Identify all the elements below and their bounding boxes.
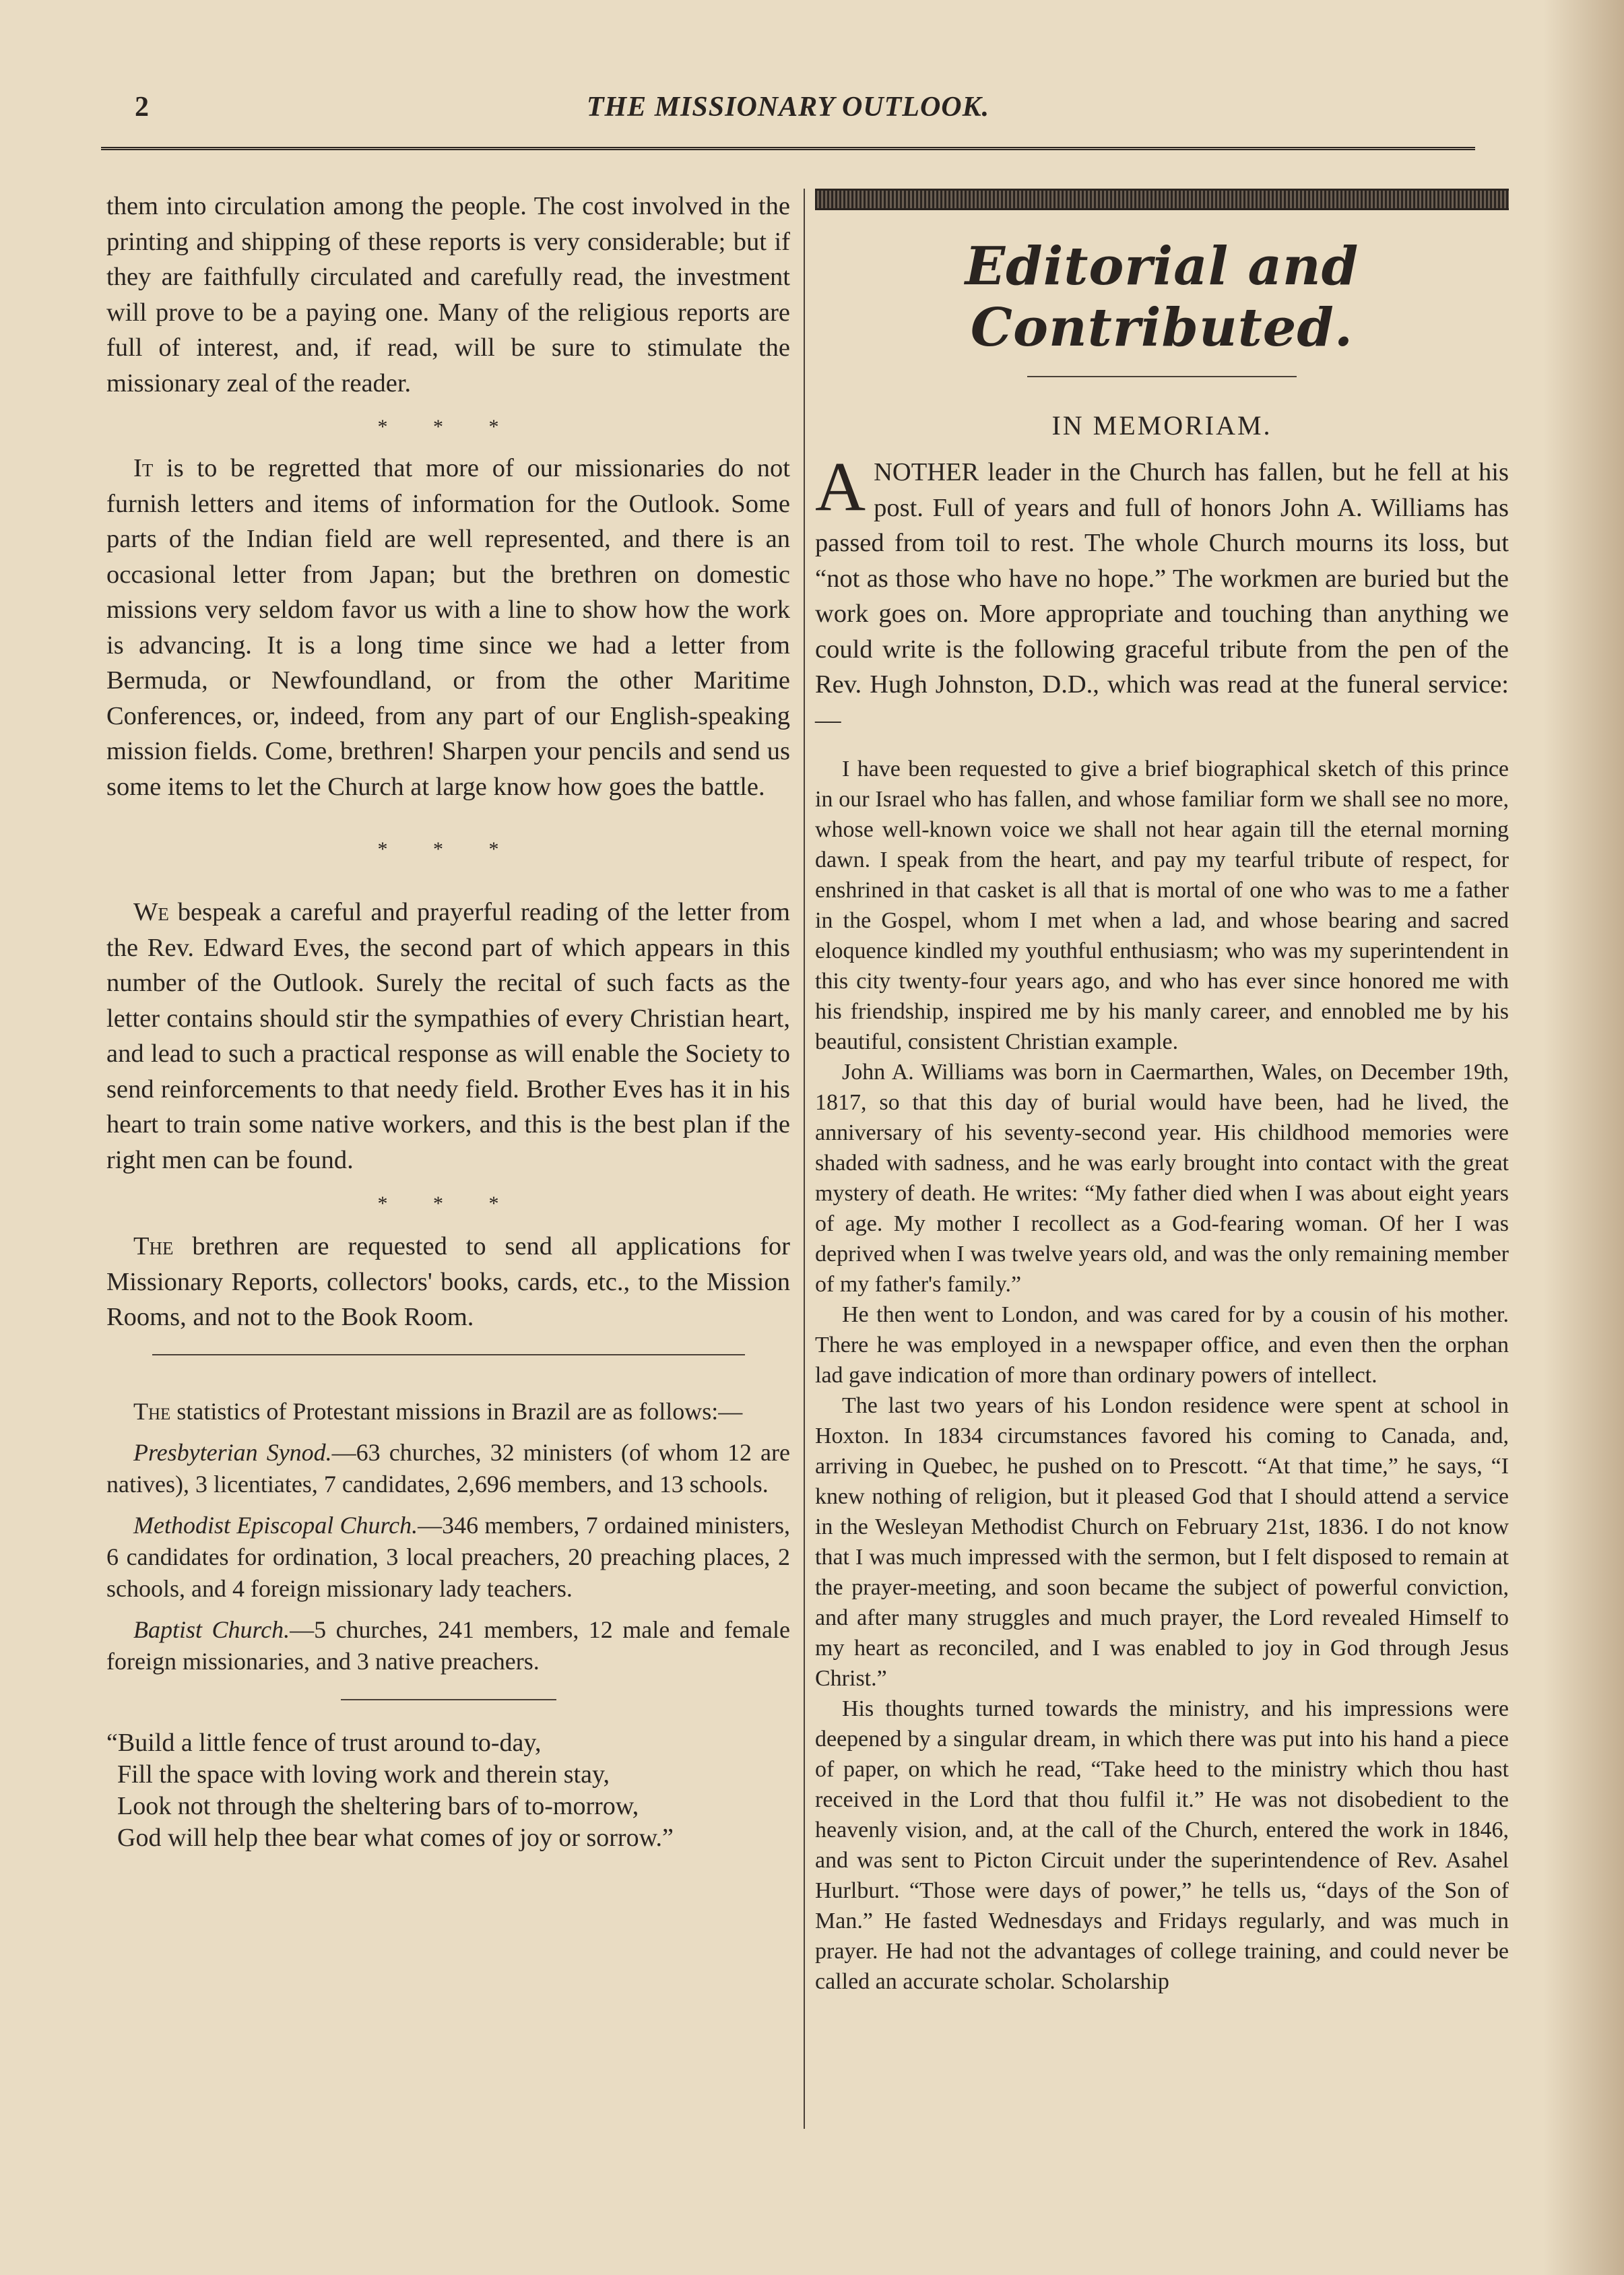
- section-ornament-bar: [815, 189, 1509, 210]
- poem-line: “Build a little fence of trust around to-day,: [106, 1728, 542, 1757]
- stat-baptist: Baptist Church.—5 churches, 241 members, 12 male and female foreign missionaries, and 3 native preachers.: [106, 1615, 791, 1675]
- paragraph-eves-letter: We bespeak a careful and prayerful reading of the letter from the Rev. Edward Eves, the second part of which appears in this number of the Outlook. Surely the recital of such facts as the letter contains should stir the sympathies of every Christian heart, and lead to such a practical response as will enable the Society to send reinforcements to that needy field. Brother Eves has it in his heart to train some native workers, and this is the best plan if the right men can be found.: [106, 898, 790, 1174]
- poem-line: Fill the space with loving work and therein stay,: [117, 1760, 610, 1789]
- poem-line: Look not through the sheltering bars of to-morrow,: [117, 1791, 639, 1820]
- stat-methodist: Methodist Episcopal Church.—346 members, 7 ordained ministers, 6 candidates for ordination, 3 local preachers, 20 preaching places, 2 schools, and 4 foreign missionary lady teachers.: [106, 1511, 790, 1602]
- drop-cap: A: [815, 448, 866, 525]
- paragraph-brazil-stats: The statistics of Protestant missions in Brazil are as follows:—: [133, 1397, 743, 1425]
- lead-word: It: [133, 454, 154, 482]
- paragraph-missionary-letters: It is to be regretted that more of our missionaries do not furnish letters and items of information for the Outlook. Some parts of the Indian field are well represented, and there is an occasional letter from Japan; but the brethren on domestic missions very seldom favor us with a line to show how the work is advancing. It is a long time since we had a letter from Bermuda, or Newfoundland, or from the other Maritime Conferences, or, indeed, from any part of our English-speaking mission fields. Come, brethren! Sharpen your pencils and send us some items to let the Church at large know how goes the battle.: [106, 454, 791, 801]
- section-heading: Editorial and Contributed.: [965, 236, 1359, 358]
- page-header: [101, 91, 1475, 145]
- article-title: IN MEMORIAM.: [1051, 410, 1272, 441]
- tribute-paragraph: He then went to London, and was cared for by a cousin of his mother. There he was employed in a newspaper office, and even then the orphan lad gave indication of more than ordinary powers of intellect.: [815, 1302, 1509, 1388]
- paragraph-reports-circulation: them into circulation among the people. The cost involved in the printing and shipping of these reports is very considerable; but if they are faithfully circulated and carefully read, the investment will prove to be a paying one. Many of the religious reports are full of interest, and, if read, will be sure to stimulate the missionary zeal of the reader.: [106, 192, 790, 397]
- paragraph-applications: The brethren are requested to send all applications for Missionary Reports, collectors' books, cards, etc., to the Mission Rooms, and not to the Book Room.: [106, 1232, 791, 1331]
- section-stars-3: * * *: [377, 1192, 519, 1215]
- header-rule: [101, 147, 1475, 153]
- section-rule-short: [341, 1699, 556, 1700]
- page-edge-shadow: [1543, 0, 1624, 2275]
- tribute-paragraph: His thoughts turned towards the ministry, and his impressions were deepened by a singular dream, in which there was put into his hand a piece of paper, on which he read, “Take heed to the ministry which thou hast received in the Lord that thou fulfil it.” He was not disobedient to the heavenly vision, and, at the call of the Church, entered the work in 1846, and was sent to Picton Circuit under the superintendence of Rev. Asahel Hurlburt. “Those were days of power,” he tells us, “days of the Son of Man.” He fasted Wednesdays and Fridays regularly, and was much in prayer. He had not the advantages of college training, and could never be called an accurate scholar. Scholarship: [815, 1696, 1509, 1994]
- poem-line: God will help thee bear what comes of joy or sorrow.”: [117, 1823, 674, 1852]
- tribute-paragraph: I have been requested to give a brief biographical sketch of this prince in our Israel who has fallen, and whose familiar form we shall see no more, whose well-known voice we shall not hear again till the eternal morning dawn. I speak from the heart, and pay my tearful tribute of respect, for enshrined in that casket is all that is mortal of one who was to me a father in the Gospel, whom I met when a lad, and whose bearing and sacred eloquence kindled my youthful enthusiasm; who was my superintendent in this city twenty-four years ago, and who has ever since honored me with his friendship, inspired me by his manly career, and ennobled me by his beautiful, consistent Christian example.: [815, 757, 1509, 1054]
- left-column: [106, 189, 790, 1854]
- tribute-paragraph: John A. Williams was born in Caermarthen, Wales, on December 19th, 1817, so that this day of burial would have been, had he lived, the anniversary of his seventy-second year. His childhood memories were shaded with sadness, and he was early brought into contact with the great mystery of death. He writes: “My father died when I was about eight years of age. My mother I recollect as a God-fearing woman. Of her I was deprived when I was twelve years old, and was the only remaining member of my father's family.”: [815, 1060, 1509, 1297]
- section-stars-2: * * *: [377, 838, 519, 860]
- column-divider: [804, 189, 805, 2129]
- lead-word: The: [133, 1397, 171, 1425]
- running-title: THE MISSIONARY OUTLOOK.: [586, 92, 990, 123]
- stat-label: Presbyterian Synod.: [133, 1438, 332, 1466]
- poem: [106, 1727, 790, 1854]
- section-rule: [152, 1354, 745, 1355]
- stat-label: Methodist Episcopal Church.: [133, 1511, 418, 1539]
- section-stars-1: * * *: [377, 416, 519, 438]
- right-column: [815, 189, 1509, 1997]
- article-intro: ANOTHER leader in the Church has fallen, but he fell at his post. Full of years and full of honors John A. Williams has passed from toil to rest. The whole Church mourns its loss, but “not as those who have no hope.” The workmen are buried but the work goes on. More appropriate and touching than anything we could write is the following graceful tribute from the pen of the Rev. Hugh Johnston, D.D., which was read at the funeral service:—: [815, 448, 1509, 734]
- stat-presbyterian: Presbyterian Synod.—63 churches, 32 ministers (of whom 12 are natives), 3 licentiates, 7 candidates, 2,696 members, and 13 schools.: [106, 1438, 790, 1498]
- page-number: 2: [135, 92, 149, 123]
- lead-word: We: [133, 898, 169, 926]
- lead-word: The: [133, 1232, 174, 1260]
- stat-label: Baptist Church.: [133, 1615, 290, 1643]
- tribute-paragraph: The last two years of his London residence were spent at school in Hoxton. In 1834 circumstances favored his coming to Canada, and, arriving in Quebec, he pushed on to Prescott. “At that time,” he says, “I knew nothing of religion, but it pleased God that I should attend a service in the Wesleyan Methodist Church on February 21st, 1836. I do not know that I was much impressed with the sermon, but I felt disposed to remain at the prayer-meeting, and soon became the subject of powerful conviction, and after many struggles and much prayer, the Lord revealed Himself to my heart as reconciled, and I was enabled to joy in God through Jesus Christ.”: [815, 1393, 1509, 1691]
- heading-rule: [1027, 376, 1297, 377]
